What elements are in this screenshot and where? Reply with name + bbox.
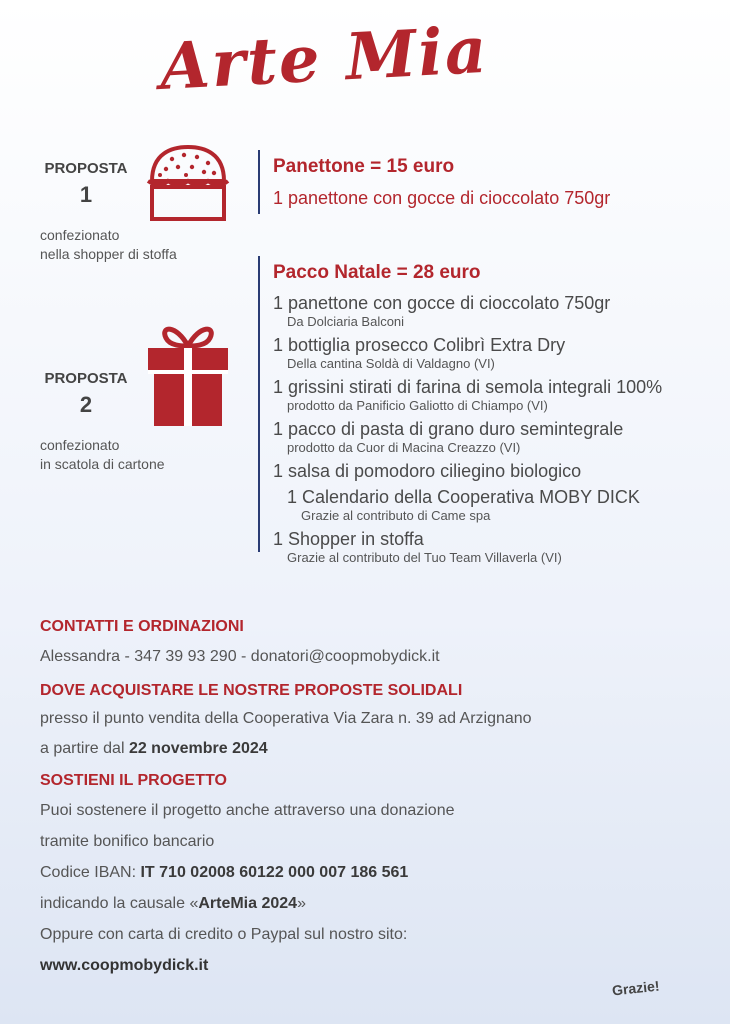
gift-items-list <box>273 292 723 570</box>
proposal-1-label <box>36 156 136 208</box>
proposal-2-number: 2 <box>79 392 93 417</box>
gift-box-icon <box>146 320 230 428</box>
where-date: 22 novembre 2024 <box>128 740 268 757</box>
proposal-2-label <box>36 366 136 418</box>
item-sub: Grazie al contributo di Came spa <box>301 508 491 523</box>
where-line2-prefix: a partire dal <box>40 740 129 757</box>
support-heading: SOSTIENI IL PROGETTO <box>40 772 227 789</box>
where-line1: presso il punto vendita della Cooperativa Via Zara n. 39 ad Arzignano <box>40 710 532 727</box>
where-heading: DOVE ACQUISTARE LE NOSTRE PROPOSTE SOLIDALI <box>40 682 463 699</box>
support-causale-line <box>40 895 306 913</box>
causale-prefix: indicando la causale « <box>40 895 199 912</box>
item-main: 1 Calendario della Cooperativa MOBY DICK <box>287 487 640 507</box>
support-line2: tramite bonifico bancario <box>40 833 215 850</box>
contacts-heading: CONTATTI E ORDINAZIONI <box>40 618 244 635</box>
proposal-1-note <box>40 226 177 264</box>
iban-prefix: Codice IBAN: <box>40 864 141 881</box>
support-iban-line <box>40 864 408 882</box>
where-line2 <box>40 740 268 758</box>
contacts-line: Alessandra - 347 39 93 290 - donatori@coopmobydick.it <box>40 648 440 665</box>
item-main: 1 grissini stirati di farina di semola integrali 100% <box>273 377 663 397</box>
proposal-1-offer-title: Panettone = 15 euro <box>273 156 455 177</box>
proposal-2-divider <box>258 256 260 552</box>
item-main: 1 bottiglia prosecco Colibrì Extra Dry <box>273 335 566 355</box>
list-item <box>273 292 723 330</box>
proposal-2-note <box>40 436 165 474</box>
item-main: 1 salsa di pomodoro ciliegino biologico <box>273 461 582 481</box>
item-main: 1 pacco di pasta di grano duro semintegrale <box>273 419 624 439</box>
list-item <box>273 376 723 414</box>
thanks-note: Grazie! <box>611 977 661 999</box>
item-sub: prodotto da Panificio Galiotto di Chiampo (VI) <box>287 398 548 413</box>
proposal-1-number: 1 <box>79 182 93 207</box>
proposal-1-word: PROPOSTA <box>44 160 128 177</box>
proposal-1-offer-desc: 1 panettone con gocce di cioccolato 750gr <box>273 188 611 208</box>
proposal-2-note-line1: confezionato <box>40 437 120 453</box>
support-line5: Oppure con carta di credito o Paypal sul nostro sito: <box>40 926 408 943</box>
causale-suffix: » <box>297 895 306 912</box>
list-item <box>273 528 723 566</box>
list-item <box>273 486 723 524</box>
support-line1: Puoi sostenere il progetto anche attraverso una donazione <box>40 802 455 819</box>
website-link[interactable]: www.coopmobydick.it <box>40 957 209 974</box>
proposal-2-offer-title: Pacco Natale = 28 euro <box>273 262 481 283</box>
item-main: 1 Shopper in stoffa <box>273 529 424 549</box>
item-sub: Da Dolciaria Balconi <box>287 314 405 329</box>
page-title: Arte Mia <box>158 12 491 105</box>
item-main: 1 panettone con gocce di cioccolato 750gr <box>273 293 611 313</box>
causale-text: ArteMia 2024 <box>198 895 298 912</box>
list-item <box>273 460 723 482</box>
item-sub: prodotto da Cuor di Macina Creazzo (VI) <box>287 440 521 455</box>
proposal-1-divider <box>258 150 260 214</box>
proposal-1-note-line1: confezionato <box>40 227 120 243</box>
list-item <box>273 418 723 456</box>
list-item <box>273 334 723 372</box>
item-sub: Grazie al contributo del Tuo Team Villaverla (VI) <box>287 550 562 565</box>
proposal-2-note-line2: in scatola di cartone <box>40 456 165 472</box>
item-sub: Della cantina Soldà di Valdagno (VI) <box>287 356 495 371</box>
proposal-1-note-line2: nella shopper di stoffa <box>40 246 177 262</box>
proposal-2-word: PROPOSTA <box>44 370 128 387</box>
panettone-icon <box>142 143 234 223</box>
iban-code: IT 710 02008 60122 000 007 186 561 <box>140 864 409 881</box>
